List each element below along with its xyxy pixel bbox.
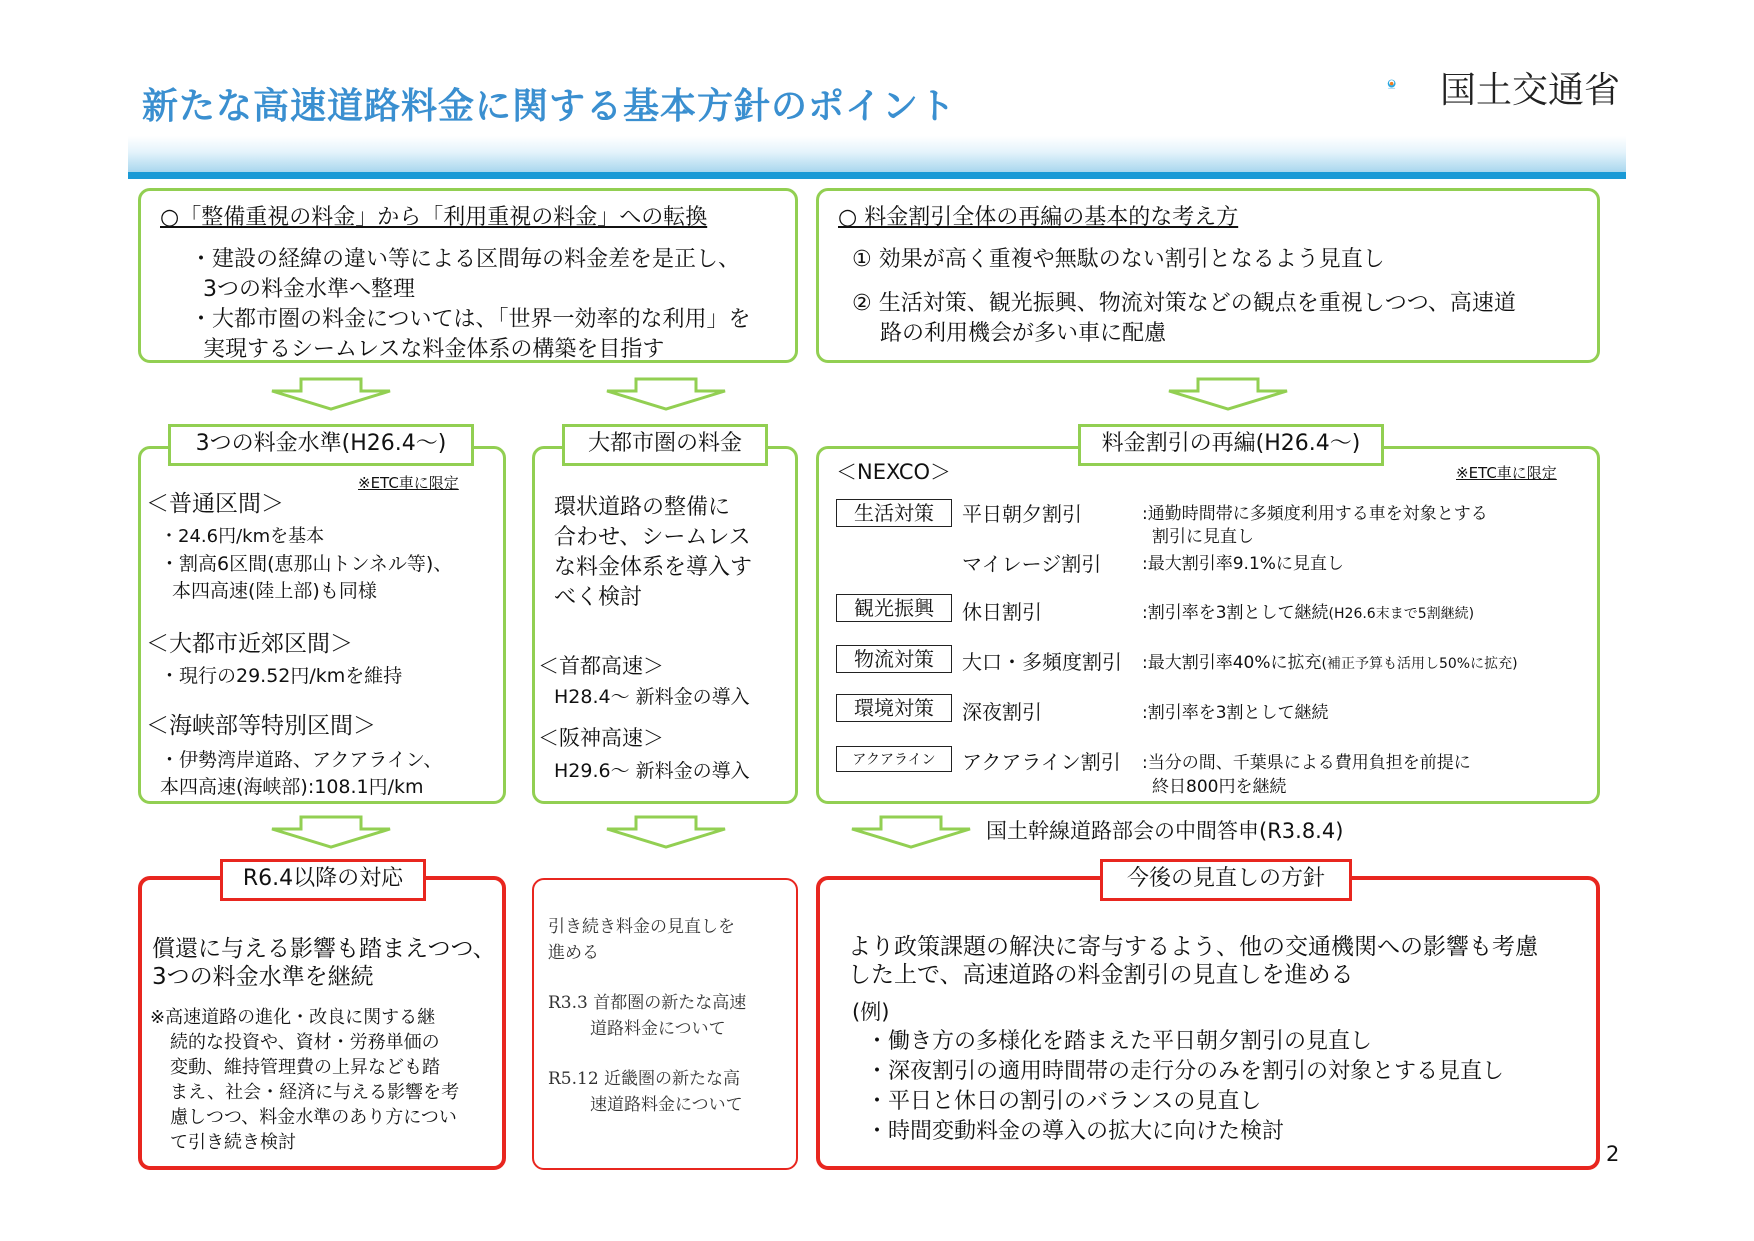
down-arrow-icon bbox=[1165, 377, 1291, 411]
strait-line: 本四高速(海峡部):108.1円/km bbox=[160, 776, 424, 798]
down-arrow-icon bbox=[603, 815, 729, 849]
discount-name: 平日朝夕割引 bbox=[962, 502, 1082, 526]
metro-line: 環状道路の整備に bbox=[554, 495, 731, 520]
header-band bbox=[128, 136, 1626, 172]
review-line: R3.3 首都圏の新たな高速 bbox=[548, 993, 747, 1013]
suburb-section-heading: ＜大都市近郊区間＞ bbox=[146, 631, 353, 657]
discount-reform-label: 料金割引の再編(H26.4〜) bbox=[1078, 424, 1384, 466]
after-r6-note: ※高速道路の進化・改良に関する継 bbox=[150, 1007, 436, 1028]
down-arrow-icon bbox=[268, 815, 394, 849]
review-line: 進める bbox=[548, 943, 599, 963]
category-environment: 環境対策 bbox=[836, 694, 952, 722]
logo-text: 国土交通省 bbox=[1440, 70, 1621, 111]
discount-desc: 割引に見直し bbox=[1152, 527, 1254, 547]
future-example: (例) bbox=[852, 1000, 890, 1024]
strait-section-heading: ＜海峡部等特別区間＞ bbox=[146, 713, 376, 739]
normal-line: 本四高速(陸上部)も同様 bbox=[172, 580, 377, 602]
review-line: R5.12 近畿圏の新たな高 bbox=[548, 1069, 741, 1089]
discount-desc: :通勤時間帯に多頻度利用する車を対象とする bbox=[1142, 504, 1488, 524]
down-arrow-icon bbox=[603, 377, 729, 411]
discount-desc: :割引率を3割として継続 bbox=[1142, 703, 1329, 723]
shuto-heading: ＜首都高速＞ bbox=[538, 654, 664, 678]
etc-note: ※ETC車に限定 bbox=[358, 474, 459, 492]
etc-note: ※ETC車に限定 bbox=[1456, 464, 1557, 482]
future-policy-label: 今後の見直しの方針 bbox=[1100, 859, 1352, 901]
discount-name: 深夜割引 bbox=[962, 700, 1042, 724]
page-title: 新たな高速道路料金に関する基本方針のポイント bbox=[142, 86, 957, 127]
page-number: 2 bbox=[1606, 1142, 1620, 1166]
policy-shift-heading: ○「整備重視の料金」から「利用重視の料金」への転換 bbox=[160, 205, 708, 230]
after-r6-label: R6.4以降の対応 bbox=[220, 859, 426, 901]
shuto-line: H28.4〜 新料金の導入 bbox=[554, 686, 750, 708]
after-r6-note: 変動、維持管理費の上昇なども踏 bbox=[170, 1057, 440, 1078]
future-item: ・働き方の多様化を踏まえた平日朝夕割引の見直し bbox=[866, 1029, 1373, 1054]
policy-line: ・大都市圏の料金については、「世界一効率的な利用」を bbox=[190, 307, 751, 332]
concept-line: 路の利用機会が多い車に配慮 bbox=[880, 321, 1167, 346]
discount-name: 休日割引 bbox=[962, 600, 1042, 624]
nexco-heading: ＜NEXCO＞ bbox=[836, 460, 952, 484]
discount-desc: :割引率を3割として継続(H26.6末まで5割継続) bbox=[1142, 603, 1475, 623]
after-r6-note: まえ、社会・経済に与える影響を考 bbox=[170, 1082, 460, 1103]
metro-line: べく検討 bbox=[554, 585, 643, 610]
mlit-logo-icon bbox=[1386, 58, 1438, 110]
down-arrow-icon bbox=[268, 377, 394, 411]
future-item: ・時間変動料金の導入の拡大に向けた検討 bbox=[866, 1119, 1285, 1144]
discount-concept-heading: ○ 料金割引全体の再編の基本的な考え方 bbox=[838, 205, 1239, 230]
metro-line: 合わせ、シームレス bbox=[554, 525, 751, 550]
normal-section-heading: ＜普通区間＞ bbox=[146, 491, 284, 517]
discount-desc: :最大割引率40%に拡充(補正予算も活用し50%に拡充) bbox=[1142, 653, 1518, 673]
interim-report-text: 国土幹線道路部会の中間答申(R3.8.4) bbox=[986, 819, 1344, 843]
discount-desc: 終日800円を継続 bbox=[1152, 777, 1287, 797]
discount-desc: :当分の間、千葉県による費用負担を前提に bbox=[1142, 753, 1471, 773]
concept-line: ① 効果が高く重複や無駄のない割引となるよう見直し bbox=[852, 247, 1385, 272]
future-item: ・平日と休日の割引のバランスの見直し bbox=[866, 1089, 1262, 1114]
after-r6-main: 3つの料金水準を継続 bbox=[152, 964, 374, 990]
concept-line: ② 生活対策、観光振興、物流対策などの観点を重視しつつ、高速道 bbox=[852, 291, 1516, 316]
discount-name: 大口・多頻度割引 bbox=[962, 650, 1122, 674]
policy-line: 実現するシームレスな料金体系の構築を目指す bbox=[203, 337, 665, 362]
hanshin-line: H29.6〜 新料金の導入 bbox=[554, 760, 750, 782]
future-main: より政策課題の解決に寄与するよう、他の交通機関への影響も考慮 bbox=[848, 934, 1538, 960]
category-life: 生活対策 bbox=[836, 499, 952, 527]
header-band-line bbox=[128, 172, 1626, 179]
discount-desc: :最大割引率9.1%に見直し bbox=[1142, 554, 1344, 574]
category-logistics: 物流対策 bbox=[836, 645, 952, 673]
category-tourism: 観光振興 bbox=[836, 594, 952, 622]
after-r6-main: 償還に与える影響も踏まえつつ、 bbox=[152, 936, 496, 962]
policy-line: ・建設の経緯の違い等による区間毎の料金差を是正し、 bbox=[190, 247, 741, 272]
metro-line: な料金体系を導入す bbox=[554, 555, 753, 580]
discount-name: マイレージ割引 bbox=[962, 552, 1102, 576]
fee-levels-label: 3つの料金水準(H26.4〜) bbox=[168, 424, 474, 466]
after-r6-note: 続的な投資や、資材・労務単価の bbox=[170, 1032, 440, 1053]
future-main: した上で、高速道路の料金割引の見直しを進める bbox=[848, 962, 1354, 988]
category-aqualine: アクアライン bbox=[836, 746, 952, 772]
review-line: 引き続き料金の見直しを bbox=[548, 917, 735, 937]
metro-fee-label: 大都市圏の料金 bbox=[562, 424, 768, 466]
review-line: 道路料金について bbox=[590, 1019, 726, 1039]
hanshin-heading: ＜阪神高速＞ bbox=[538, 726, 664, 750]
normal-line: ・24.6円/kmを基本 bbox=[160, 526, 325, 547]
after-r6-note: 慮しつつ、料金水準のあり方につい bbox=[170, 1107, 457, 1128]
discount-name: アクアライン割引 bbox=[962, 750, 1121, 774]
normal-line: ・割高6区間(恵那山トンネル等)、 bbox=[160, 553, 453, 575]
future-item: ・深夜割引の適用時間帯の走行分のみを割引の対象とする見直し bbox=[866, 1059, 1505, 1084]
policy-line: 3つの料金水準へ整理 bbox=[203, 277, 415, 302]
suburb-line: ・現行の29.52円/kmを維持 bbox=[160, 665, 403, 687]
review-line: 速道路料金について bbox=[590, 1095, 743, 1115]
after-r6-note: て引き続き検討 bbox=[170, 1132, 296, 1153]
strait-line: ・伊勢湾岸道路、アクアライン、 bbox=[160, 749, 443, 771]
down-arrow-icon bbox=[848, 815, 974, 849]
